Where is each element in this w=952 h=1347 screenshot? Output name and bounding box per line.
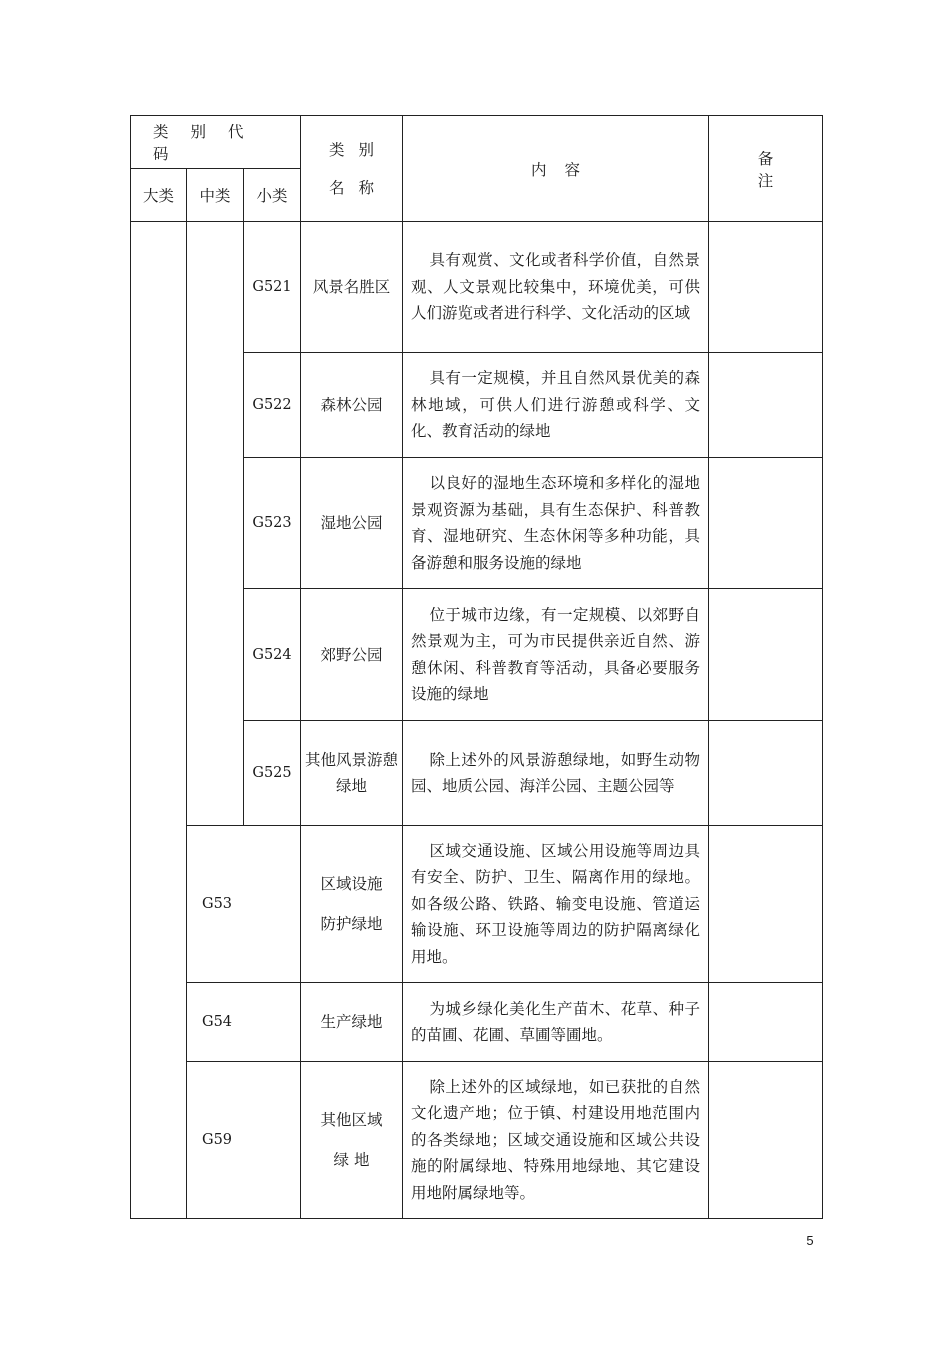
content-text: 以良好的湿地生态环境和多样化的湿地景观资源为基础，具有生态保护、科普教育、湿地研究、生态休闲等多种功能，具备游憩和服务设施的绿地 [411, 474, 700, 572]
category-content [403, 983, 709, 1062]
category-content [403, 222, 709, 353]
header-name-line2: 名称 [328, 178, 388, 197]
note-cell [709, 1062, 823, 1219]
category-content [403, 826, 709, 983]
note-cell [709, 458, 823, 589]
table-row [131, 826, 823, 983]
category-name: 森林公园 [301, 353, 403, 458]
header-content: 内容 [403, 116, 709, 222]
category-name [301, 1062, 403, 1219]
medium-code: G54 [187, 983, 301, 1062]
table-row [131, 222, 823, 353]
category-content [403, 1062, 709, 1219]
note-cell [709, 826, 823, 983]
medium-code: G59 [187, 1062, 301, 1219]
category-content [403, 458, 709, 589]
table-row [131, 1062, 823, 1219]
category-name: 生产绿地 [301, 983, 403, 1062]
header-category-code: 类别代码 [131, 116, 301, 169]
note-cell [709, 983, 823, 1062]
minor-code: G525 [244, 721, 301, 826]
major-class-cell [131, 222, 187, 1219]
name-line2: 防护绿地 [320, 915, 383, 933]
category-content [403, 721, 709, 826]
header-minor-class: 小类 [244, 169, 301, 222]
medium-class-cell [187, 222, 244, 826]
note-cell [709, 721, 823, 826]
category-name: 郊野公园 [301, 589, 403, 721]
header-medium-class: 中类 [187, 169, 244, 222]
medium-code: G53 [187, 826, 301, 983]
page-number: 5 [806, 1233, 814, 1248]
category-content [403, 589, 709, 721]
note-cell [709, 353, 823, 458]
header-name-line1: 类别 [328, 140, 388, 159]
minor-code: G521 [244, 222, 301, 353]
content-text: 为城乡绿化美化生产苗木、花草、种子的苗圃、花圃、草圃等圃地。 [411, 999, 700, 1044]
land-use-classification-table [130, 115, 823, 1219]
note-cell [709, 222, 823, 353]
name-line2: 绿 地 [333, 1151, 370, 1169]
content-text: 具有一定规模，并且自然风景优美的森林地域，可供人们进行游憩或科学、文化、教育活动的绿地 [411, 369, 700, 441]
content-text: 位于城市边缘，有一定规模、以郊野自然景观为主，可为市民提供亲近自然、游憩休闲、科普教育等活动，具备必要服务设施的绿地 [411, 605, 700, 703]
name-line1: 区域设施 [320, 875, 383, 893]
category-content [403, 353, 709, 458]
minor-code: G522 [244, 353, 301, 458]
content-text: 具有观赏、文化或者科学价值，自然景观、人文景观比较集中，环境优美，可供人们游览或者进行科学、文化活动的区域 [411, 251, 700, 323]
header-note: 备注 [709, 116, 823, 222]
category-name: 其他风景游憩绿地 [301, 721, 403, 826]
note-cell [709, 589, 823, 721]
name-line1: 其他区域 [320, 1111, 383, 1129]
content-text: 区域交通设施、区域公用设施等周边具有安全、防护、卫生、隔离作用的绿地。如各级公路、铁路、输变电设施、管道运输设施、环卫设施等周边的防护隔离绿化用地。 [411, 841, 700, 966]
category-name: 湿地公园 [301, 458, 403, 589]
header-major-class: 大类 [131, 169, 187, 222]
category-name [301, 826, 403, 983]
minor-code: G524 [244, 589, 301, 721]
content-text: 除上述外的风景游憩绿地，如野生动物园、地质公园、海洋公园、主题公园等 [411, 750, 700, 795]
table-row [131, 983, 823, 1062]
header-category-name [301, 116, 403, 222]
content-text: 除上述外的区域绿地，如已获批的自然文化遗产地；位于镇、村建设用地范围内的各类绿地；区域交通设施和区域公共设施的附属绿地、特殊用地绿地、其它建设用地附属绿地等。 [411, 1077, 700, 1202]
minor-code: G523 [244, 458, 301, 589]
category-name: 风景名胜区 [301, 222, 403, 353]
